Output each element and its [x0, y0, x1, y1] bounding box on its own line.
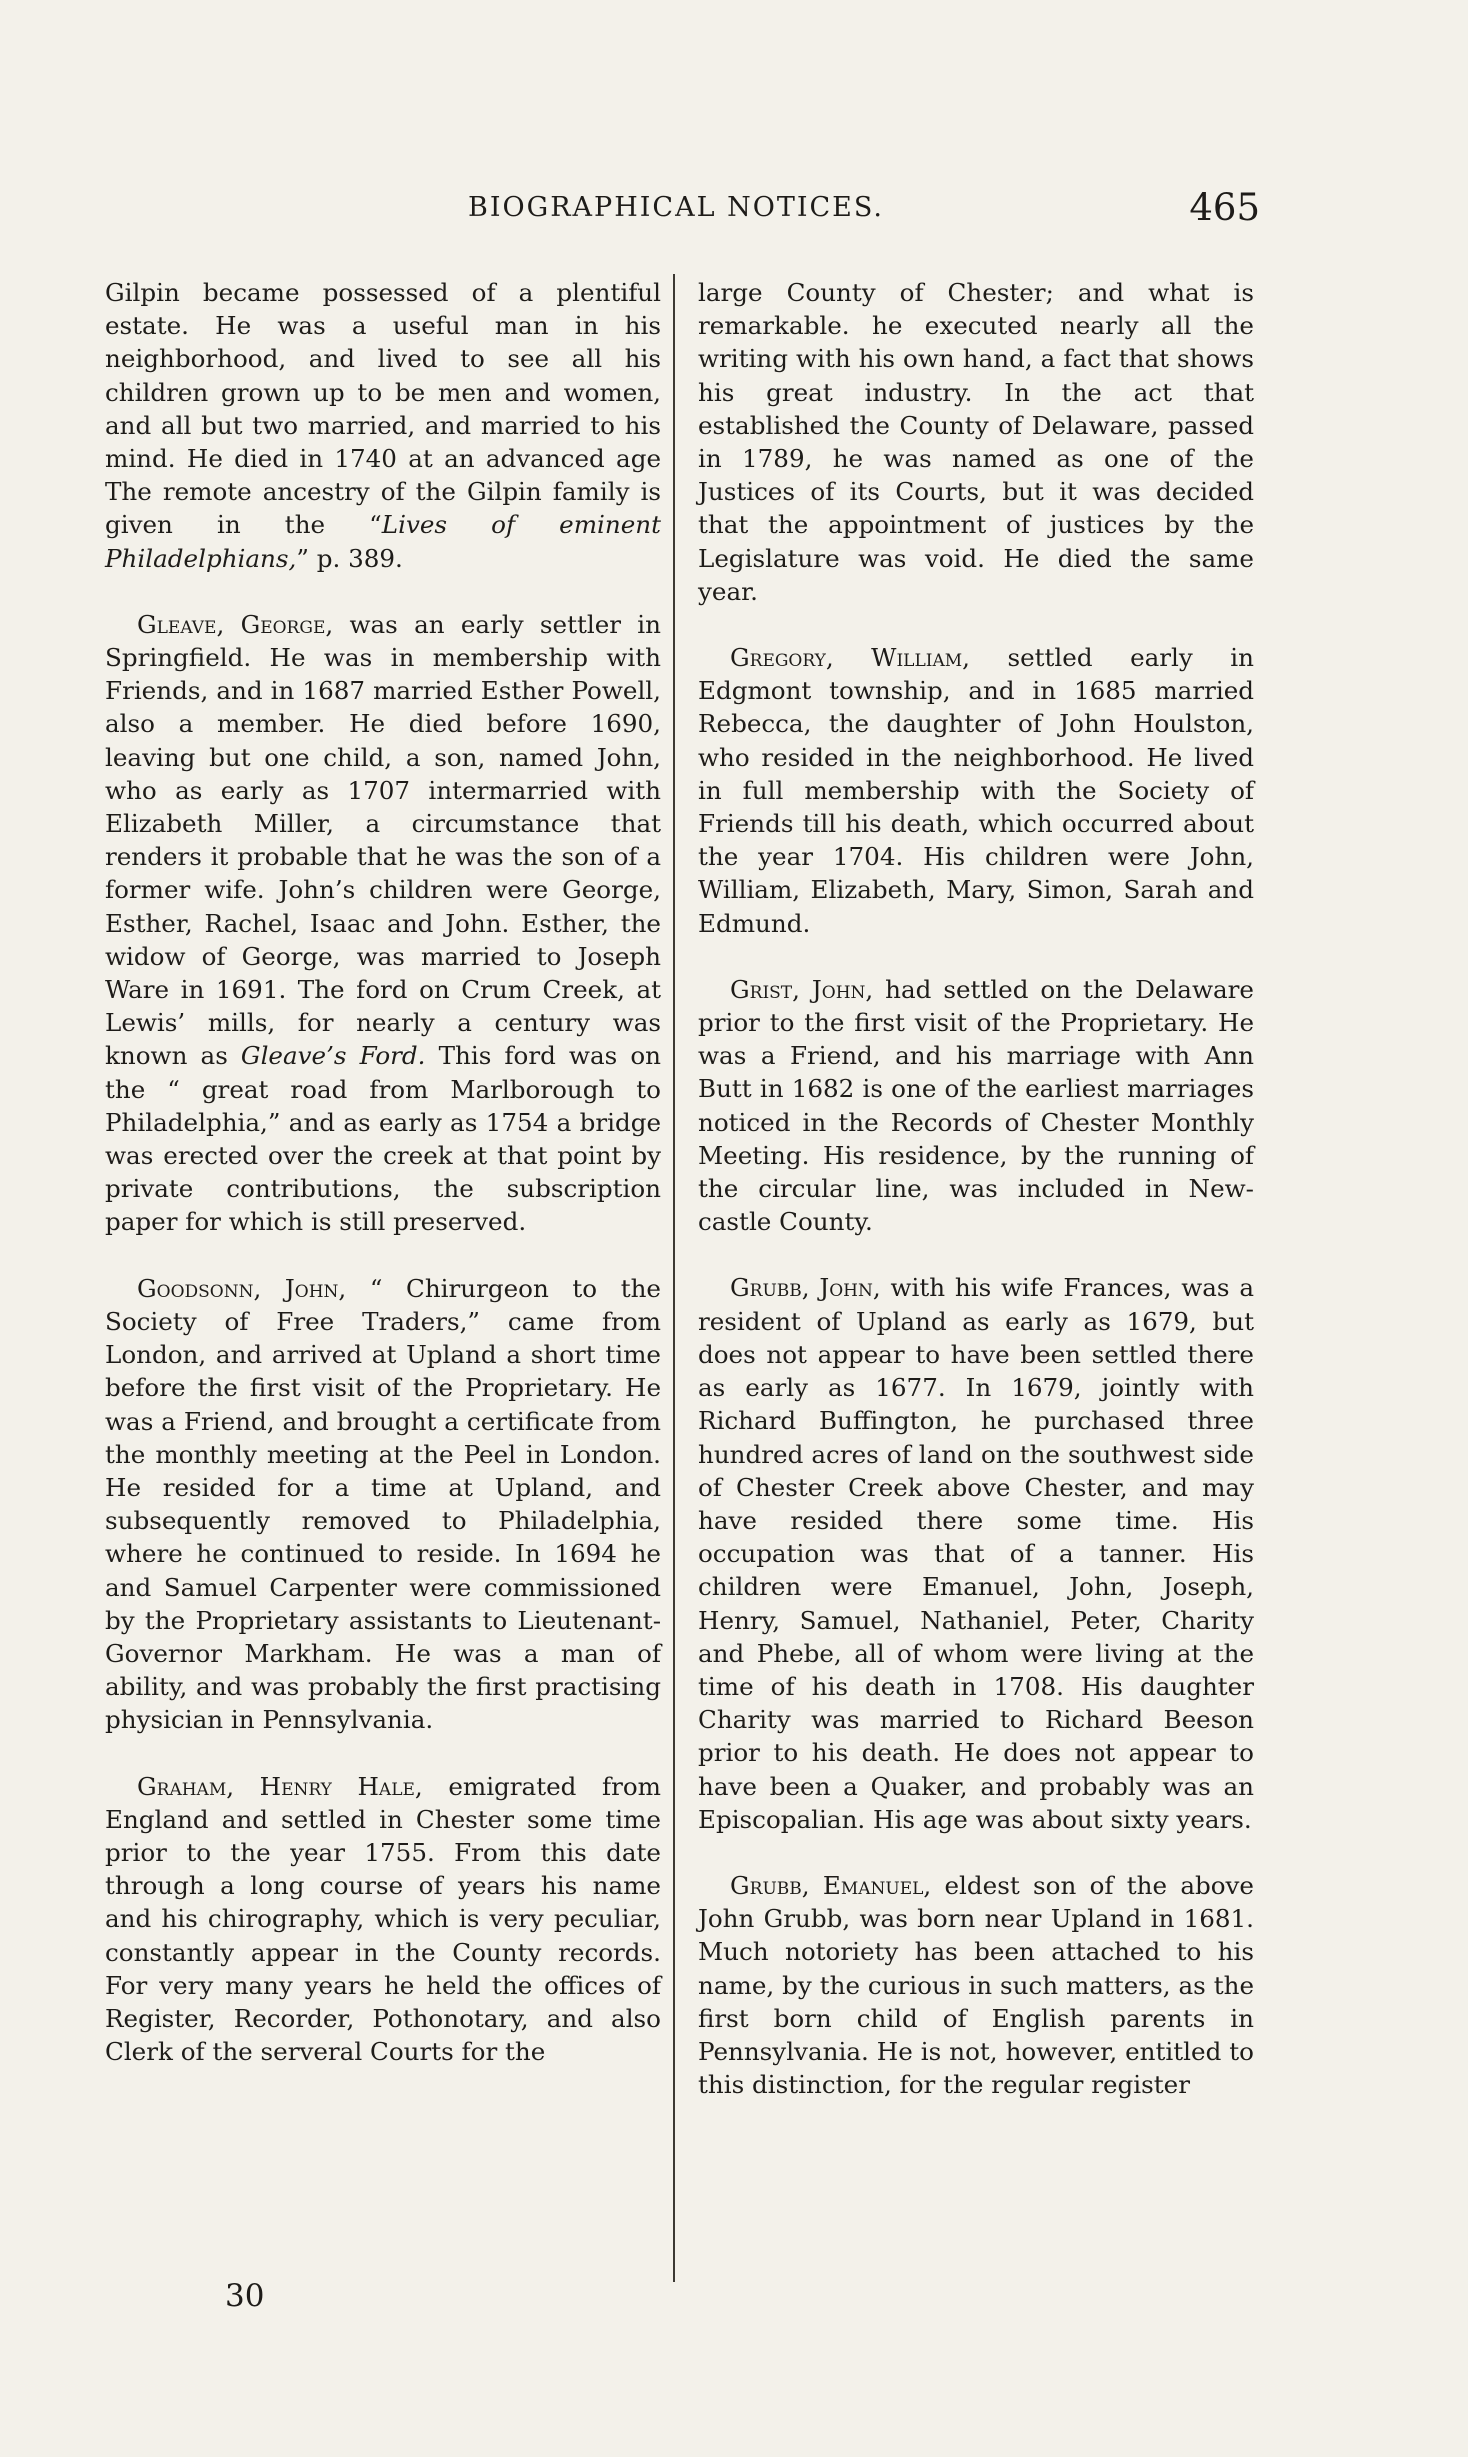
right-column — [698, 276, 1254, 2134]
entry-heading: Grist, John, — [730, 974, 874, 1004]
entry-text: with his wife Frances, was a resident of Upland as early as 1679, but does not appear to have been settled there as early as 1677. In 1679, jointly with Richard Buffington, he purchased three hundred acres of land on the southwest side of Chester Creek above Chester, and may have resided there some time. His occupation was that of a tanner. His children were Emanuel, John, Joseph, Henry, Samuel, Nathaniel, Peter, Charity and Phebe, all of whom were living at the time of his death in 1708. His daughter Charity was married to Richard Beeson prior to his death. He does not appear to have been a Quaker, and probably was an Episcopalian. His age was about sixty years. — [698, 1273, 1254, 1834]
page-number: 465 — [1189, 186, 1260, 229]
column-divider — [673, 274, 675, 2282]
entry-text: Gilpin became possessed of a plentiful estate. He was a useful man in his neighborhood, and lived to see all his children grown up to be men and women, and all but two married, and married to his mind. He died in 1740 at an advanced age The remote ancestry of the Gilpin family is given in the “ — [105, 278, 661, 540]
entry-heading: Graham, Henry Hale, — [137, 1771, 423, 1801]
entry-grubb-john — [698, 1271, 1254, 1835]
entry-heading: Grubb, Emanuel, — [730, 1870, 932, 1900]
entry-text: emigrated from England and settled in Chester some time prior to the year 1755. From this date through a long course of years his name and his chirography, which is very peculiar, constantly appear in the County records. For very many years he held the offices of Register, Recorder, Pothonotary, and also Clerk of the serveral Courts for the — [105, 1771, 661, 2067]
entry-text: “ Chirurgeon to the Society of Free Traders,” came from London, and arrived at Upland a short time before the first visit of the Proprietary. He was a Friend, and brought a certificate from the monthly meeting at the Peel in London. He resided for a time at Upland, and subsequently removed to Philadelphia, where he continued to reside. In 1694 he and Samuel Carpenter were commissioned by the Proprietary assistants to Lieutenant-Governor Markham. He was a man of ability, and was probably the first practising physician in Pennsylvania. — [105, 1273, 661, 1735]
entry-graham-continued — [698, 276, 1254, 608]
entry-text: large County of Chester; and what is remarkable. he executed nearly all the writing with his own hand, a fact that shows his great industry. In the act that established the County of Delaware, passed in 1789, he was named as one of the Justices of its Courts, but it was decided that the appointment of justices by the Legislature was void. He died the same year. — [698, 278, 1254, 606]
page-header — [0, 186, 1468, 232]
entry-text: This ford was on the “ great road from Marlborough to Philadelphia,” and as early as 1754 a bridge was erected over the creek at that point by private contributions, the subscription paper for which is still preserved. — [105, 1041, 661, 1237]
entry-goodsonn-john — [105, 1272, 661, 1737]
signature-mark: 30 — [225, 2278, 265, 2314]
left-column — [105, 276, 661, 2101]
entry-text: settled early in Edgmont township, and in 1685 married Rebecca, the daughter of John Houlston, who resided in the neighborhood. He lived in full membership with the Society of Friends till his death, which occurred about the year 1704. His children were John, William, Elizabeth, Mary, Simon, Sarah and Edmund. — [698, 643, 1255, 938]
entry-text: had settled on the Delaware prior to the first visit of the Proprietary. He was a Friend, and his marriage with Ann Butt in 1682 is one of the earliest marriages noticed in the Records of Chester Monthly Meeting. His residence, by the running of the circular line, was included in New-castle County. — [698, 974, 1254, 1237]
place-name: Gleave’s Ford. — [240, 1041, 426, 1071]
entry-grist-john — [698, 973, 1254, 1239]
running-head: BIOGRAPHICAL NOTICES. — [468, 192, 885, 223]
entry-text: eldest son of the above John Grubb, was born near Upland in 1681. Much notoriety has been attached to his name, by the curious in such matters, as the first born child of English parents in Pennsylvania. He is not, however, entitled to this distinction, for the regular register — [698, 1870, 1254, 2100]
entry-graham-henry-hale — [105, 1770, 661, 2069]
entry-heading: Gleave, George, — [137, 609, 334, 639]
entry-gregory-william — [698, 641, 1254, 940]
entry-heading: Goodsonn, John, — [137, 1273, 347, 1303]
entry-text: ” p. 389. — [296, 543, 403, 573]
entry-grubb-emanuel — [698, 1869, 1254, 2101]
entry-heading: Gregory, William, — [730, 643, 970, 673]
entry-gilpin-continued — [105, 276, 661, 575]
entry-gleave-george — [105, 608, 661, 1239]
cited-work-title: Lives of eminent Philadelphians, — [105, 510, 662, 573]
entry-text: was an early settler in Springfield. He was in membership with Friends, and in 1687 married Esther Powell, also a member. He died before 1690, leaving but one child, a son, named John, who as early as 1707 intermarried with Elizabeth Miller, a circumstance that renders it probable that he was the son of a former wife. John’s children were George, Esther, Rachel, Isaac and John. Esther, the widow of George, was married to Joseph Ware in 1691. The ford on Crum Creek, at Lewis’ mills, for nearly a century was known as — [105, 609, 661, 1071]
entry-heading: Grubb, John, — [730, 1273, 881, 1303]
